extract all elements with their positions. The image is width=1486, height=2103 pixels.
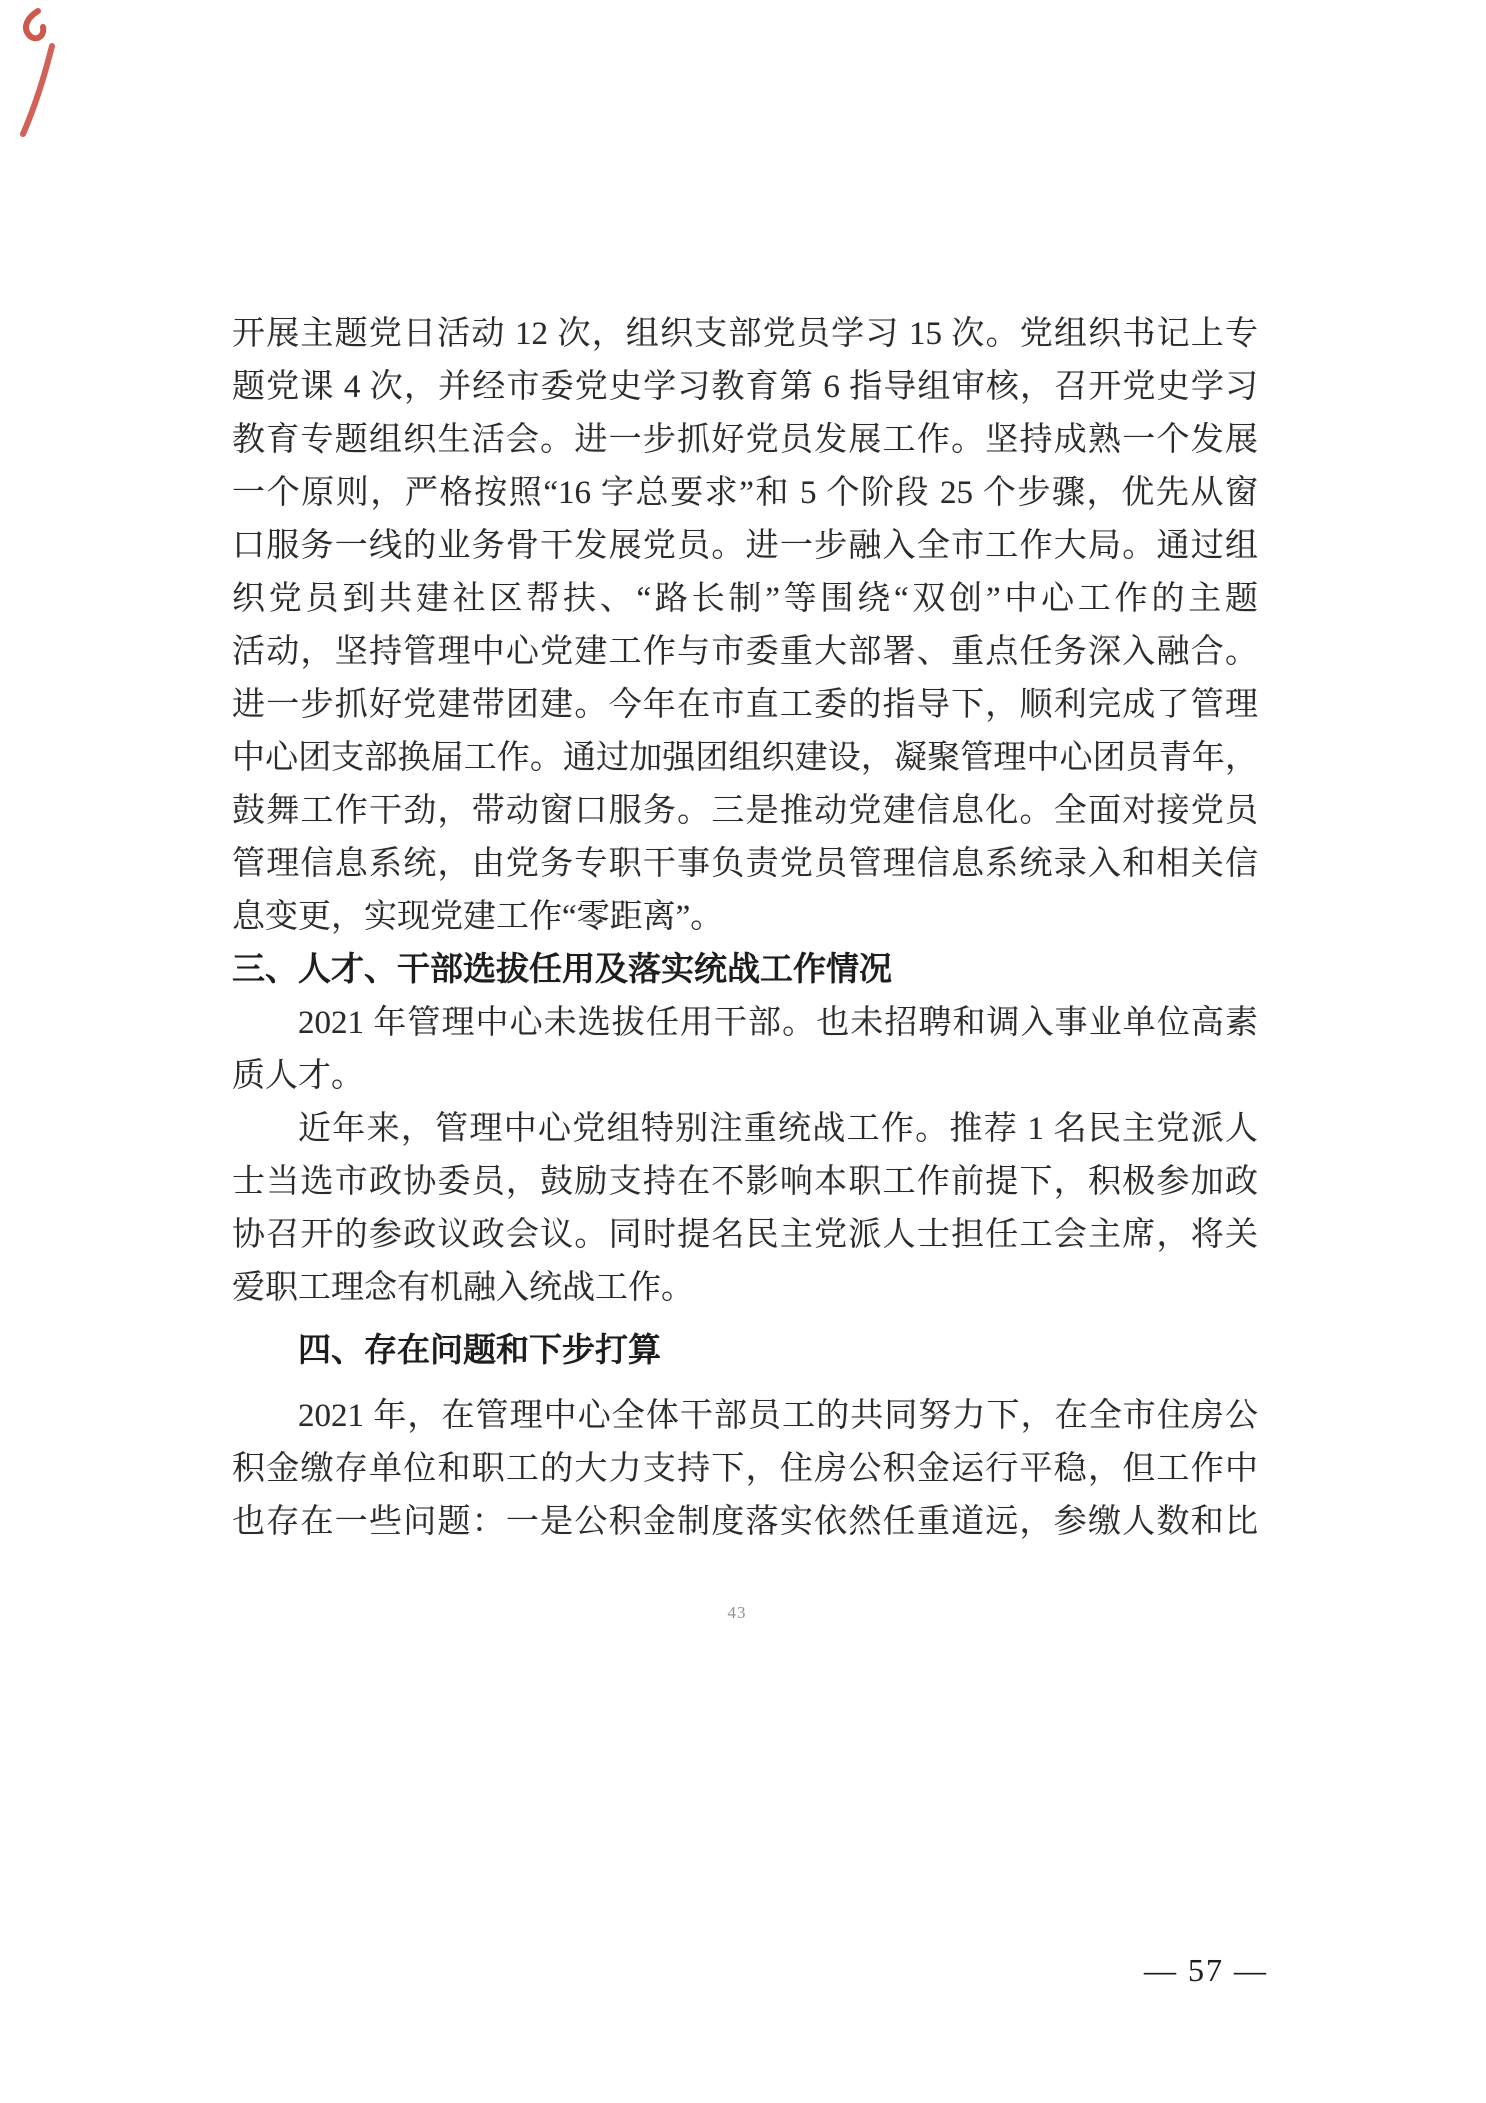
text-line: 协召开的参政议政会议。同时提名民主党派人士担任工会主席，将关 bbox=[232, 1217, 1258, 1253]
text-line: 近年来，管理中心党组特别注重统战工作。推荐 1 名民主党派人 bbox=[298, 1111, 1258, 1147]
text-line: 管理信息系统，由党务专职干事负责党员管理信息系统录入和相关信 bbox=[232, 846, 1258, 882]
text-line: 口服务一线的业务骨干发展党员。进一步融入全市工作大局。通过组 bbox=[232, 528, 1258, 564]
text-line: 也存在一些问题：一是公积金制度落实依然任重道远，参缴人数和比 bbox=[232, 1504, 1258, 1540]
text-line: 爱职工理念有机融入统战工作。 bbox=[232, 1270, 694, 1306]
text-line: 活动，坚持管理中心党建工作与市委重大部署、重点任务深入融合。 bbox=[232, 634, 1258, 670]
red-pen-mark bbox=[6, 2, 78, 144]
text-line: 进一步抓好党建带团建。今年在市直工委的指导下，顺利完成了管理 bbox=[232, 687, 1258, 723]
text-line: 中心团支部换届工作。通过加强团组织建设，凝聚管理中心团员青年， bbox=[232, 740, 1258, 776]
text-line: 士当选市政协委员，鼓励支持在不影响本职工作前提下，积极参加政 bbox=[232, 1164, 1258, 1200]
text-line: 开展主题党日活动 12 次，组织支部党员学习 15 次。党组织书记上专 bbox=[232, 316, 1258, 352]
text-block bbox=[232, 308, 1258, 1549]
text-line: 鼓舞工作干劲，带动窗口服务。三是推动党建信息化。全面对接党员 bbox=[232, 793, 1258, 829]
text-line: 质人才。 bbox=[232, 1058, 364, 1094]
text-line: 息变更，实现党建工作“零距离”。 bbox=[232, 899, 724, 935]
section-heading: 四、存在问题和下步打算 bbox=[298, 1333, 661, 1369]
text-line: 教育专题组织生活会。进一步抓好党员发展工作。坚持成熟一个发展 bbox=[232, 422, 1258, 458]
text-line: 积金缴存单位和职工的大力支持下，住房公积金运行平稳，但工作中 bbox=[232, 1451, 1258, 1487]
text-line: 2021 年管理中心未选拔任用干部。也未招聘和调入事业单位高素 bbox=[298, 1005, 1258, 1041]
inner-page-number: 43 bbox=[727, 1603, 747, 1622]
text-line: 2021 年，在管理中心全体干部员工的共同努力下，在全市住房公 bbox=[298, 1398, 1258, 1434]
text-line: 织党员到共建社区帮扶、“路长制”等围绕“双创”中心工作的主题 bbox=[232, 581, 1258, 617]
text-line: 一个原则，严格按照“16 字总要求”和 5 个阶段 25 个步骤，优先从窗 bbox=[232, 475, 1258, 511]
footer-page-number: — 57 — bbox=[1144, 1952, 1268, 1988]
section-heading: 三、人才、干部选拔任用及落实统战工作情况 bbox=[232, 952, 892, 988]
text-line: 题党课 4 次，并经市委党史学习教育第 6 指导组审核，召开党史学习 bbox=[232, 369, 1258, 405]
